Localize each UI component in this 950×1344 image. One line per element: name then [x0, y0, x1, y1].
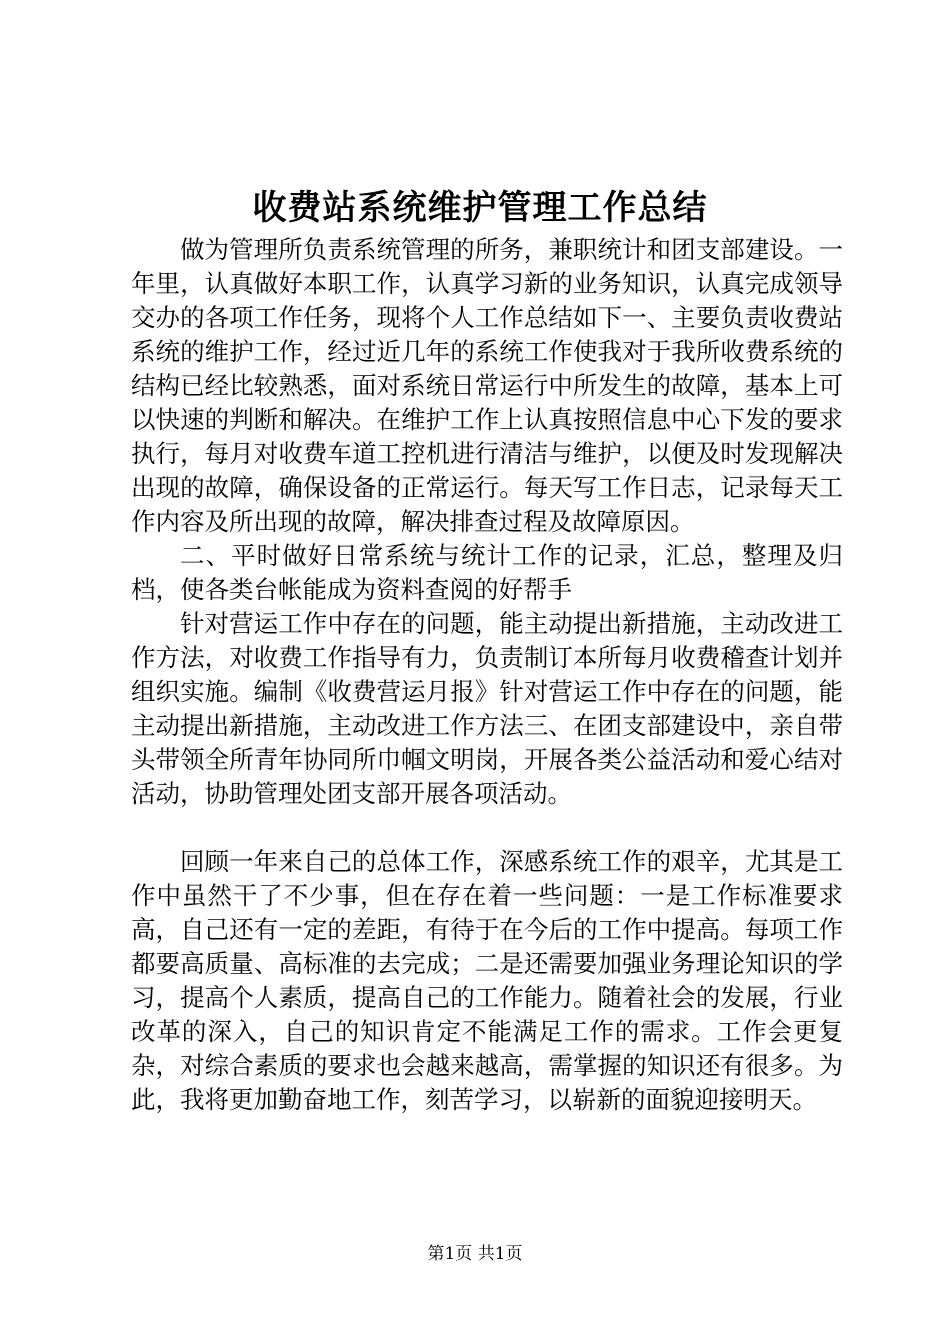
paragraph-intro: 做为管理所负责系统管理的所务，兼职统计和团支部建设。一年里，认真做好本职工作，认真学习新的业务知识，认真完成领导交办的各项工作任务，现将个人工作总结如下一、主要负责收费站系统的维护工作，经过近几年的系统工作使我对于我所收费系统的结构已经比较熟悉，面对系统日常运行中所发生的故障，基本上可以快速的判断和解决。在维护工作上认真按照信息中心下发的要求执行，每月对收费车道工控机进行清洁与维护，以便及时发现解决出现的故障，确保设备的正常运行。每天写工作日志，记录每天工作内容及所出现的故障，解决排查过程及故障原因。 [131, 235, 843, 536]
page-footer: 第1页 共1页 [427, 1244, 523, 1264]
paragraph-operations: 针对营运工作中存在的问题，能主动提出新措施，主动改进工作方法，对收费工作指导有力，负责制订本所每月收费稽查计划并组织实施。编制《收费营运月报》针对营运工作中存在的问题，能主动提出新措施，主动改进工作方法三、在团支部建设中，亲自带头带领全所青年协同所巾帼文明岗，开展各类公益活动和爱心结对活动，协助管理处团支部开展各项活动。 [131, 609, 843, 808]
document-body [131, 233, 843, 1117]
paragraph-review: 回顾一年来自己的总体工作，深感系统工作的艰辛，尤其是工作中虽然干了不少事，但在存在着一些问题：一是工作标准要求高，自己还有一定的差距，有待于在今后的工作中提高。每项工作都要高质量、高标准的去完成；二是还需要加强业务理论知识的学习，提高个人素质，提高自己的工作能力。随着社会的发展，行业改革的深入，自己的知识肯定不能满足工作的需求。工作会更复杂，对综合素质的要求也会越来越高，需掌握的知识还有很多。为此，我将更加勤奋地工作，刻苦学习，以崭新的面貌迎接明天。 [131, 847, 843, 1114]
paragraph-spacer [131, 811, 843, 845]
document-title: 收费站系统维护管理工作总结 [252, 188, 708, 228]
paragraph-section-two: 二、平时做好日常系统与统计工作的记录，汇总，整理及归档，使各类台帐能成为资料查阅的好帮手 [131, 541, 843, 604]
